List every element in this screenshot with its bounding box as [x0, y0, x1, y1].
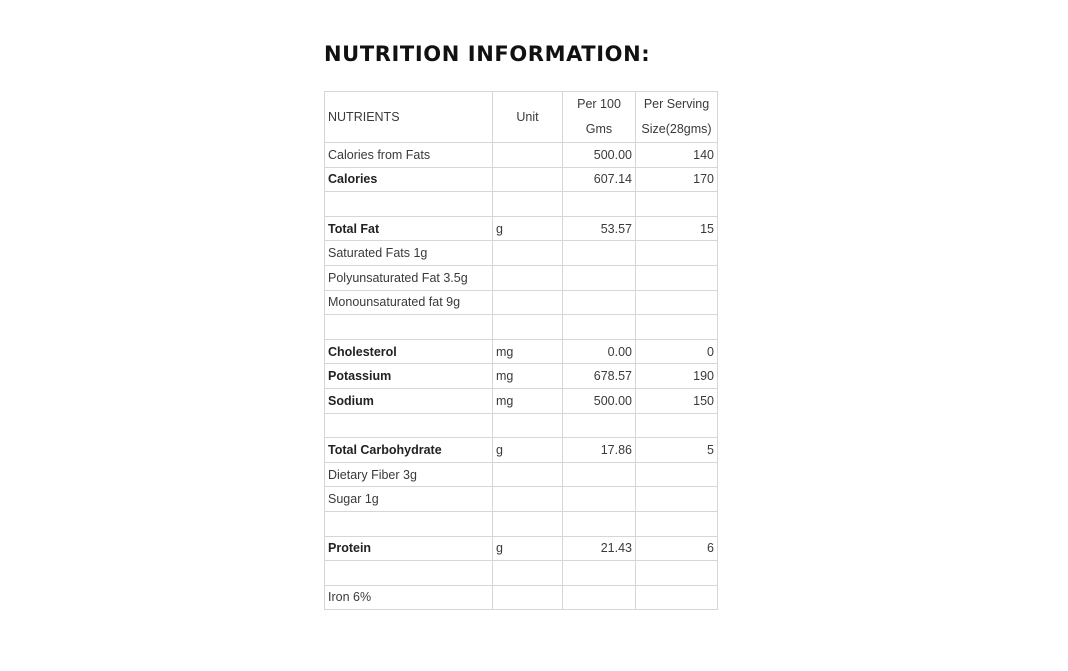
table-row: [325, 487, 718, 512]
table-row: [325, 413, 718, 438]
table-row: [325, 364, 718, 389]
value-per-serving: 6: [636, 536, 718, 561]
nutrient-unit: mg: [493, 364, 563, 389]
value-per-100: [563, 511, 636, 536]
nutrient-unit: [493, 315, 563, 340]
value-per-serving: 170: [636, 167, 718, 192]
value-per-100: 678.57: [563, 364, 636, 389]
nutrient-unit: [493, 413, 563, 438]
header-nutrients: NUTRIENTS: [325, 92, 493, 143]
nutrient-name: Potassium: [325, 364, 493, 389]
table-row: [325, 561, 718, 586]
value-per-100: [563, 413, 636, 438]
table-row: [325, 265, 718, 290]
value-per-serving: 15: [636, 216, 718, 241]
value-per-100: [563, 585, 636, 610]
value-per-serving: [636, 487, 718, 512]
nutrient-name: Saturated Fats 1g: [325, 241, 493, 266]
nutrient-name: Iron 6%: [325, 585, 493, 610]
nutrient-name: Total Fat: [325, 216, 493, 241]
nutrient-unit: mg: [493, 339, 563, 364]
header-per-serving: Per Serving Size(28gms): [636, 92, 718, 143]
value-per-100: 53.57: [563, 216, 636, 241]
nutrient-unit: [493, 143, 563, 168]
table-row: [325, 192, 718, 217]
value-per-serving: 150: [636, 388, 718, 413]
nutrient-name: [325, 561, 493, 586]
value-per-serving: 5: [636, 438, 718, 463]
nutrient-unit: [493, 241, 563, 266]
nutrient-name: Sodium: [325, 388, 493, 413]
table-row: [325, 536, 718, 561]
nutrient-name: [325, 315, 493, 340]
nutrient-unit: [493, 290, 563, 315]
nutrient-name: [325, 192, 493, 217]
nutrient-name: Cholesterol: [325, 339, 493, 364]
value-per-serving: 0: [636, 339, 718, 364]
table-row: [325, 511, 718, 536]
nutrient-name: Protein: [325, 536, 493, 561]
value-per-100: 500.00: [563, 388, 636, 413]
value-per-100: [563, 192, 636, 217]
nutrient-unit: g: [493, 438, 563, 463]
nutrient-unit: [493, 585, 563, 610]
value-per-serving: [636, 462, 718, 487]
nutrient-name: Total Carbohydrate: [325, 438, 493, 463]
table-row: [325, 143, 718, 168]
value-per-100: [563, 315, 636, 340]
nutrient-unit: [493, 265, 563, 290]
value-per-100: 0.00: [563, 339, 636, 364]
value-per-100: [563, 462, 636, 487]
table-body: [325, 143, 718, 610]
nutrient-unit: [493, 487, 563, 512]
table-row: [325, 388, 718, 413]
nutrient-name: Dietary Fiber 3g: [325, 462, 493, 487]
nutrient-unit: mg: [493, 388, 563, 413]
header-unit: Unit: [493, 92, 563, 143]
value-per-100: [563, 265, 636, 290]
nutrient-name: [325, 511, 493, 536]
nutrient-unit: g: [493, 536, 563, 561]
value-per-serving: [636, 290, 718, 315]
value-per-100: 21.43: [563, 536, 636, 561]
table-header-row: [325, 92, 718, 143]
nutrient-unit: [493, 192, 563, 217]
table-row: [325, 315, 718, 340]
nutrient-name: Calories from Fats: [325, 143, 493, 168]
header-per-100: Per 100 Gms: [563, 92, 636, 143]
value-per-100: 17.86: [563, 438, 636, 463]
value-per-serving: 140: [636, 143, 718, 168]
value-per-serving: [636, 265, 718, 290]
table-row: [325, 339, 718, 364]
table-row: [325, 241, 718, 266]
nutrient-unit: [493, 511, 563, 536]
value-per-serving: [636, 585, 718, 610]
table-row: [325, 585, 718, 610]
nutrient-unit: g: [493, 216, 563, 241]
value-per-serving: 190: [636, 364, 718, 389]
table-row: [325, 167, 718, 192]
value-per-serving: [636, 241, 718, 266]
table-row: [325, 290, 718, 315]
value-per-100: 500.00: [563, 143, 636, 168]
value-per-serving: [636, 561, 718, 586]
nutrient-name: Polyunsaturated Fat 3.5g: [325, 265, 493, 290]
value-per-serving: [636, 192, 718, 217]
nutrient-name: Calories: [325, 167, 493, 192]
value-per-100: [563, 241, 636, 266]
value-per-serving: [636, 413, 718, 438]
value-per-100: [563, 290, 636, 315]
nutrient-unit: [493, 462, 563, 487]
nutrient-unit: [493, 167, 563, 192]
table-row: [325, 462, 718, 487]
nutrition-table: [324, 91, 718, 610]
value-per-100: [563, 487, 636, 512]
value-per-100: 607.14: [563, 167, 636, 192]
page-title: NUTRITION INFORMATION:: [324, 42, 651, 66]
table-row: [325, 216, 718, 241]
value-per-100: [563, 561, 636, 586]
nutrient-name: [325, 413, 493, 438]
nutrient-unit: [493, 561, 563, 586]
nutrient-name: Sugar 1g: [325, 487, 493, 512]
nutrient-name: Monounsaturated fat 9g: [325, 290, 493, 315]
value-per-serving: [636, 511, 718, 536]
table-row: [325, 438, 718, 463]
value-per-serving: [636, 315, 718, 340]
